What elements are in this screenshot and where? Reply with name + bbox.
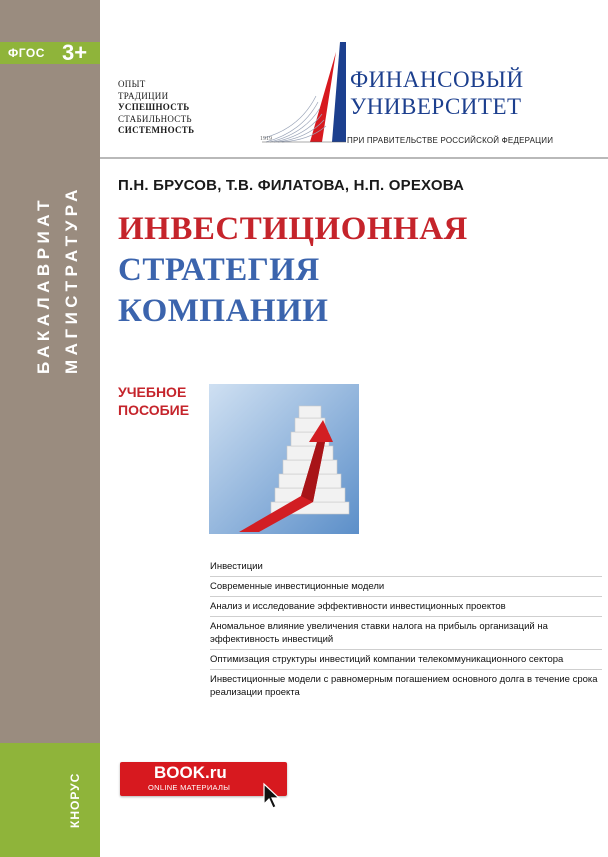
motto-item: ОПЫТ	[118, 79, 146, 89]
book-type-line: УЧЕБНОЕ	[118, 384, 187, 400]
standard-label: ФГОС	[8, 46, 45, 60]
left-spine	[0, 0, 100, 857]
spine-bachelor-label: БАКАЛАВРИАТ	[34, 195, 53, 374]
motto-item: СТАБИЛЬНОСТЬ	[118, 113, 192, 124]
university-name	[350, 66, 524, 120]
list-item: Оптимизация структуры инвестиций компании телекоммуникационного сектора	[210, 650, 602, 670]
online-materials-label: ONLINE МАТЕРИАЛЫ	[148, 783, 231, 792]
motto-list	[118, 79, 194, 137]
title-line: ИНВЕСТИЦИОННАЯ	[118, 211, 468, 247]
book-type-line: ПОСОБИЕ	[118, 402, 190, 418]
staircase-illustration	[209, 384, 359, 534]
spine-master-label: МАГИСТРАТУРА	[62, 185, 81, 374]
list-item: Современные инвестиционные модели	[210, 577, 602, 597]
book-title	[118, 209, 468, 332]
standard-plus-label: 3+	[62, 40, 88, 65]
list-item: Инвестиционные модели с равномерным погашением основного долга в течение срока реализации проекта	[210, 674, 598, 698]
motto-item: ТРАДИЦИИ	[118, 90, 169, 101]
list-item: Инвестиции	[210, 557, 602, 577]
cursor-arrow-icon	[262, 782, 282, 810]
list-item: Анализ и исследование эффективности инвестиционных проектов	[210, 597, 602, 617]
motto-item: УСПЕШНОСТЬ	[118, 102, 190, 112]
contents-list	[210, 557, 602, 702]
spine-bottom-band	[0, 743, 100, 857]
university-subtitle: ПРИ ПРАВИТЕЛЬСТВЕ РОССИЙСКОЙ ФЕДЕРАЦИИ	[347, 136, 554, 145]
founding-year: 1919	[260, 136, 272, 142]
motto-item: СИСТЕМНОСТЬ	[118, 125, 195, 135]
university-name-line: ФИНАНСОВЫЙ	[350, 67, 524, 92]
book-ru-label: BOOK.ru	[154, 763, 227, 782]
book-type	[118, 383, 189, 419]
title-line: СТРАТЕГИЯ	[118, 252, 320, 288]
publisher-label: КНОРУС	[68, 772, 82, 828]
title-line: КОМПАНИИ	[118, 293, 329, 329]
authors: П.Н. БРУСОВ, Т.В. ФИЛАТОВА, Н.П. ОРЕХОВА	[118, 177, 465, 194]
university-name-line: УНИВЕРСИТЕТ	[350, 94, 522, 119]
university-logo-icon	[262, 42, 346, 148]
list-item: Аномальное влияние увеличения ставки налога на прибыль организаций на эффективность инвестиций	[210, 617, 602, 650]
header-divider	[100, 157, 608, 159]
